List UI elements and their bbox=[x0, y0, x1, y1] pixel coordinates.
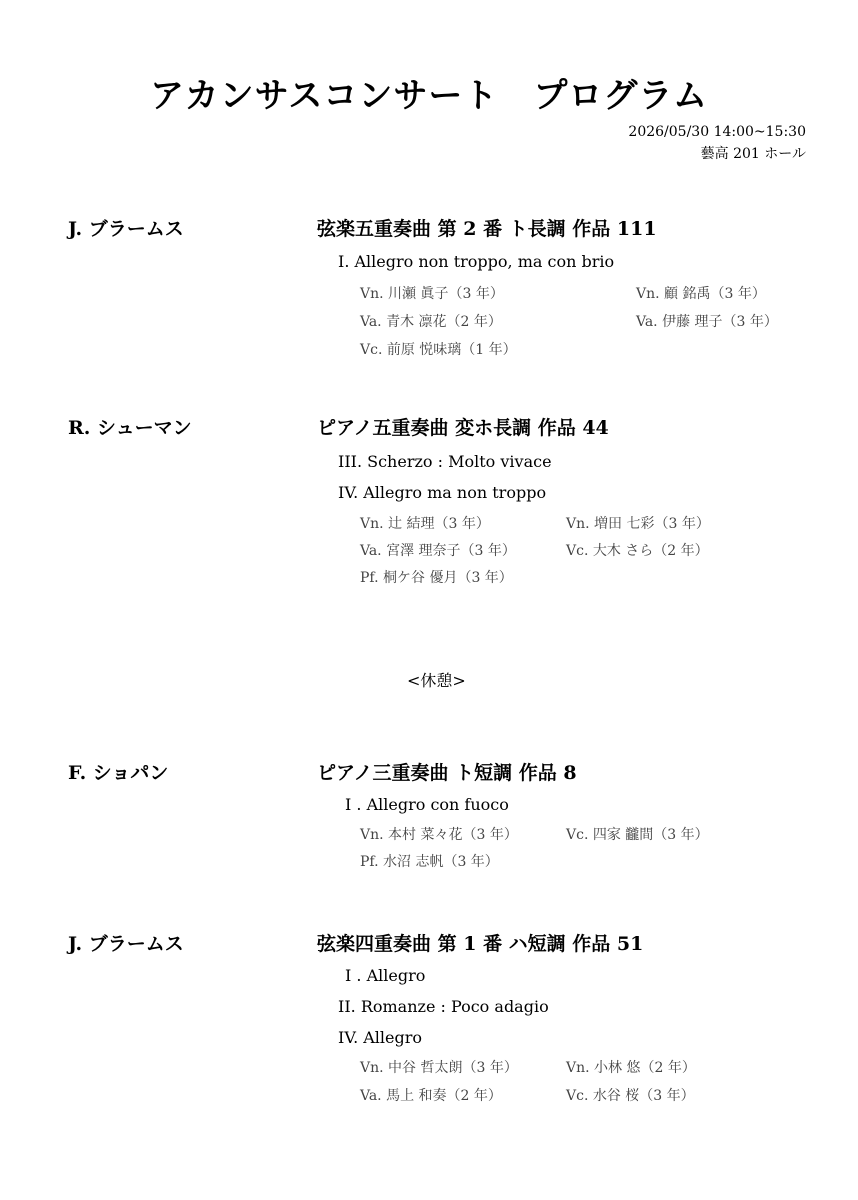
movement: II. Romanze : Poco adagio bbox=[338, 997, 549, 1016]
performer: Vn. 増田 七彩（3 年） bbox=[566, 516, 710, 532]
performer: Va. 青木 凛花（2 年） bbox=[360, 314, 502, 330]
performer: Vn. 本村 菜々花（3 年） bbox=[360, 827, 518, 843]
performer: Pf. 水沼 志帆（3 年） bbox=[360, 854, 499, 870]
concert-venue: 藝高 201 ホール bbox=[700, 146, 806, 162]
performer: Vc. 水谷 桜（3 年） bbox=[566, 1088, 695, 1104]
movement: IV. Allegro bbox=[338, 1028, 423, 1047]
work-title-2: ピアノ五重奏曲 変ホ長調 作品 44 bbox=[317, 417, 609, 439]
performer: Vn. 顧 銘禹（3 年） bbox=[636, 286, 766, 302]
performer: Vn. 川瀬 眞子（3 年） bbox=[360, 286, 504, 302]
page-title: アカンサスコンサート プログラム bbox=[150, 76, 708, 116]
performer: Pf. 桐ケ谷 優月（3 年） bbox=[360, 570, 513, 586]
work-title-1: 弦楽五重奏曲 第 2 番 ト長調 作品 111 bbox=[317, 218, 657, 240]
performer: Vc. 大木 さら（2 年） bbox=[566, 543, 709, 559]
intermission-label: <休憩> bbox=[407, 671, 466, 690]
performer: Vn. 中谷 哲太朗（3 年） bbox=[360, 1060, 518, 1076]
performer: Vn. 小林 悠（2 年） bbox=[566, 1060, 696, 1076]
movement: IV. Allegro ma non troppo bbox=[338, 483, 547, 502]
composer-1: J. ブラームス bbox=[68, 218, 184, 240]
performer: Vn. 辻 結理（3 年） bbox=[360, 516, 490, 532]
movement: I. Allegro non troppo, ma con brio bbox=[338, 252, 615, 271]
composer-4: J. ブラームス bbox=[68, 933, 184, 955]
movement: III. Scherzo : Molto vivace bbox=[338, 452, 552, 471]
work-title-4: 弦楽四重奏曲 第 1 番 ハ短調 作品 51 bbox=[317, 933, 644, 955]
performer: Va. 宮澤 理奈子（3 年） bbox=[360, 543, 516, 559]
composer-3: F. ショパン bbox=[68, 762, 169, 784]
movement: I . Allegro con fuoco bbox=[345, 795, 509, 814]
performer: Vc. 四家 龖間（3 年） bbox=[566, 827, 709, 843]
movement: I . Allegro bbox=[345, 966, 426, 985]
concert-date: 2026/05/30 14:00~15:30 bbox=[628, 124, 806, 140]
performer: Va. 馬上 和奏（2 年） bbox=[360, 1088, 502, 1104]
work-title-3: ピアノ三重奏曲 ト短調 作品 8 bbox=[317, 762, 577, 784]
performer: Va. 伊藤 理子（3 年） bbox=[636, 314, 778, 330]
composer-2: R. シューマン bbox=[68, 417, 192, 439]
performer: Vc. 前原 悦味璃（1 年） bbox=[360, 342, 517, 358]
